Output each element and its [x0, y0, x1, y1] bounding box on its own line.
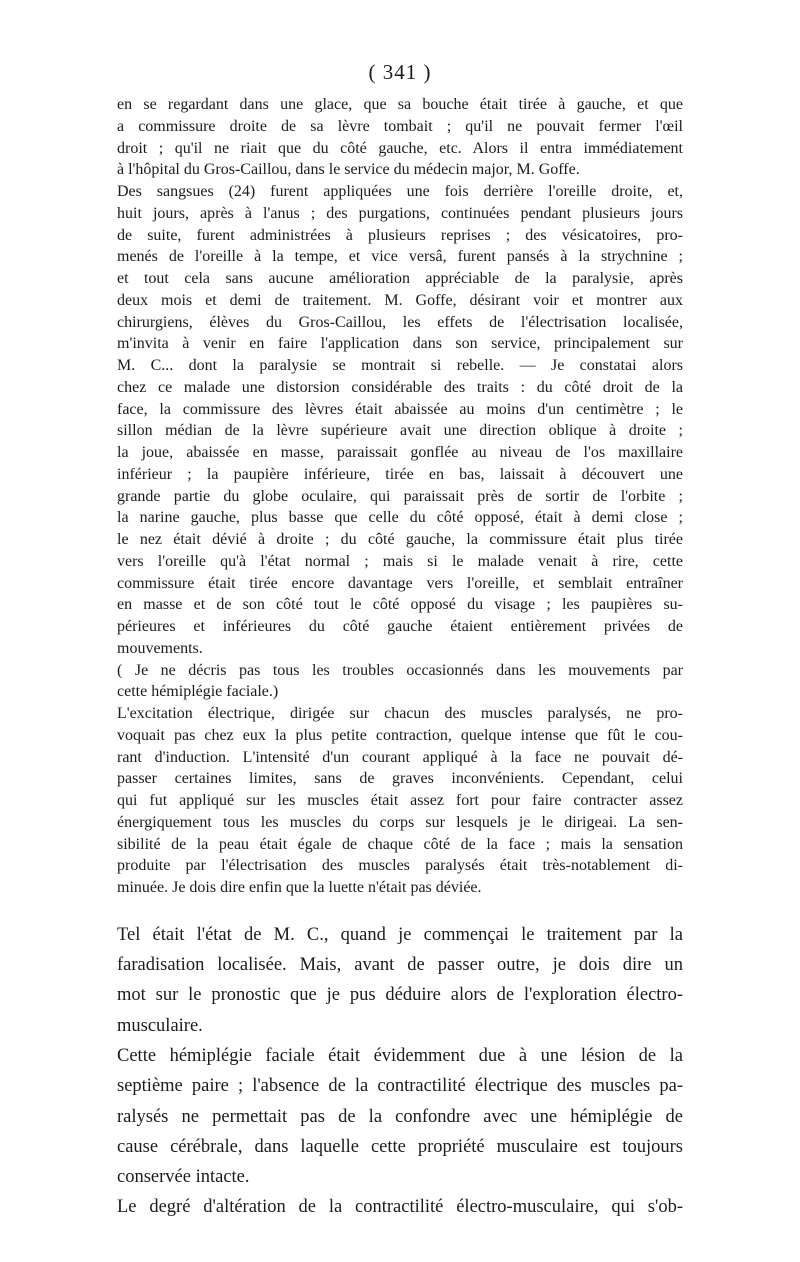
text-line: périeures et inférieures du côté gauche étaient entièrement privées de [117, 618, 683, 635]
text-line: septième paire ; l'absence de la contractilité électrique des muscles pa- [117, 1076, 683, 1097]
text-line: passer certaines limites, sans de graves inconvénients. Cependant, celui [117, 770, 683, 788]
text-line: conservée intacte. [117, 1167, 250, 1188]
text-line: le nez était dévié à droite ; du côté gauche, la commissure était plus tirée [117, 531, 683, 548]
text-line: minuée. Je dois dire enfin que la luette n'était pas déviée. [117, 879, 482, 896]
text-line: vers l'oreille qu'à l'état normal ; mais si le malade venait à rire, cette [117, 552, 683, 570]
text-line: huit jours, après à l'anus ; des purgations, continuées pendant plusieurs jours [117, 204, 683, 222]
text-line: Des sangsues (24) furent appliquées une fois derrière l'oreille droite, et, [117, 183, 683, 200]
text-line: Tel était l'état de M. C., quand je commençai le traitement par la [117, 924, 683, 945]
text-line: ( Je ne décris pas tous les troubles occasionnés dans les mouvements par [117, 661, 683, 679]
text-line: cause cérébrale, dans laquelle cette propriété musculaire est toujours [117, 1136, 683, 1157]
text-line: qui fut appliqué sur les muscles était assez fort pour faire contracter assez [117, 792, 683, 809]
text-line: mot sur le pronostic que je pus déduire alors de l'exploration électro- [117, 985, 683, 1006]
text-line: chirurgiens, élèves du Gros-Caillou, les effets de l'électrisation localisée, [117, 313, 683, 331]
text-line: menés de l'oreille à la tempe, et vice versâ, furent pansés à la strychnine ; [117, 248, 683, 266]
text-line: commissure était tirée encore davantage vers l'oreille, et semblait entraîner [117, 574, 683, 592]
text-line: rant d'induction. L'intensité d'un courant appliqué à la face ne pouvait dé- [117, 748, 683, 766]
text-line: M. C... dont la paralysie se montrait si rebelle. — Je constatai alors [117, 357, 683, 374]
text-line: Le degré d'altération de la contractilité électro-musculaire, qui s'ob- [117, 1197, 683, 1218]
text-line: musculaire. [117, 1015, 203, 1036]
text-line: a commissure droite de sa lèvre tombait ; qu'il ne pouvait fermer l'œil [117, 117, 683, 135]
text-line: sibilité de la peau était égale de chaque côté de la face ; mais la sensation [117, 835, 683, 853]
case-report-block [117, 94, 683, 899]
text-line: ralysés ne permettait pas de la confondre avec une hémiplégie de [117, 1106, 683, 1127]
page-number: ( 341 ) [368, 60, 432, 84]
text-line: en se regardant dans une glace, que sa bouche était tirée à gauche, et que [117, 96, 683, 113]
text-line: la joue, abaissée en masse, paraissait gonflée au niveau de l'os maxillaire [117, 444, 683, 461]
text-line: produite par l'électrisation des muscles paralysés était très-notablement di- [117, 857, 683, 875]
text-line: L'excitation électrique, dirigée sur chacun des muscles paralysés, ne pro- [117, 705, 683, 722]
text-line: grande partie du globe oculaire, qui paraissait près de sortir de l'orbite ; [117, 487, 683, 505]
text-line: en masse et de son côté tout le côté opposé du visage ; les paupières su- [117, 596, 683, 614]
text-line: m'invita à venir en faire l'application dans son service, principalement sur [117, 335, 683, 353]
text-line: Cette hémiplégie faciale était évidemment due à une lésion de la [117, 1045, 683, 1066]
text-line: chez ce malade une distorsion considérable des traits : du côté droit de la [117, 378, 683, 396]
text-line: droit ; qu'il ne riait que du côté gauche, etc. Alors il entra immédiatement [117, 139, 683, 157]
text-line: la narine gauche, plus basse que celle du côté opposé, était à demi close ; [117, 509, 683, 527]
commentary-block [117, 920, 683, 1223]
text-line: à l'hôpital du Gros-Caillou, dans le service du médecin major, M. Goffe. [117, 161, 580, 179]
text-line: faradisation localisée. Mais, avant de passer outre, je dois dire un [117, 955, 683, 976]
text-line: sillon médian de la lèvre supérieure avait une direction oblique à droite ; [117, 422, 683, 440]
text-line: de suite, furent administrées à plusieurs reprises ; des vésicatoires, pro- [117, 226, 683, 244]
text-line: deux mois et demi de traitement. M. Goffe, désirant voir et montrer aux [117, 291, 683, 309]
text-line: cette hémiplégie faciale.) [117, 683, 279, 701]
text-line: et tout cela sans aucune amélioration appréciable de la paralysie, après [117, 270, 683, 287]
body-text [117, 94, 683, 1223]
text-line: face, la commissure des lèvres était abaissée au moins d'un centimètre ; le [117, 400, 683, 418]
text-line: énergiquement tous les muscles du corps sur lesquels je le dirigeai. La sen- [117, 813, 683, 831]
text-line: voquait pas chez eux la plus petite contraction, quelque intense que fût le cou- [117, 726, 683, 744]
text-line: inférieur ; la paupière inférieure, tirée en bas, laissait à découvert une [117, 465, 683, 483]
text-line: mouvements. [117, 639, 203, 657]
